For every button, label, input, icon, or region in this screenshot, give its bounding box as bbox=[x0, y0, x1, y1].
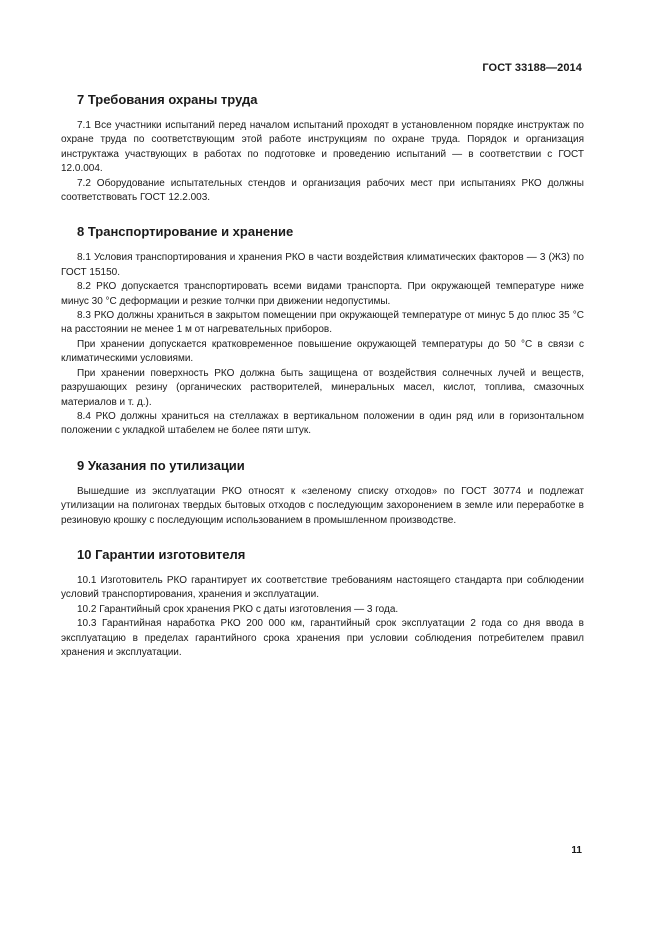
page-number: 11 bbox=[571, 845, 582, 856]
paragraph: Вышедшие из эксплуатации РКО относят к «зеленому списку отходов» по ГОСТ 30774 и подлежат утилизации на полигонах твердых бытовых отходов с последующим захоронением в земле или переработке в резиновую крошку с последующим использованием в промышленном производстве. bbox=[61, 485, 584, 526]
paragraph: 10.1 Изготовитель РКО гарантирует их соответствие требованиям настоящего стандарта при соблюдении условий транспортирования, хранения и эксплуатации. bbox=[61, 574, 584, 601]
paragraph: 8.3 РКО должны храниться в закрытом помещении при окружающей температуре от минус 5 до плюс 35 °С на расстоянии не менее 1 м от нагревательных приборов. bbox=[61, 310, 584, 336]
section-heading: 10 Гарантии изготовителя bbox=[77, 546, 246, 562]
paragraph: 7.1 Все участники испытаний перед началом испытаний проходят в установленном порядке инструктаж по охране труда по соответствующим этой работе инструкциям по охране труда. Порядок и организация инструктажа участвующих в работах по подготовке и проведению испытаний — в соответствии с ГОСТ 12.0.004. bbox=[61, 120, 584, 175]
document-body bbox=[61, 91, 584, 678]
document-id: ГОСТ 33188—2014 bbox=[482, 62, 582, 74]
paragraph: 10.2 Гарантийный срок хранения РКО с даты изготовления — 3 года. bbox=[77, 603, 399, 615]
section-10 bbox=[61, 546, 584, 660]
paragraph: 8.2 РКО допускается транспортировать всеми видами транспорта. При окружающей температуре ниже минус 30 °С деформации и резкие толчки при движении недопустимы. bbox=[61, 281, 584, 307]
section-heading: 9 Указания по утилизации bbox=[77, 457, 245, 473]
paragraph: 8.1 Условия транспортирования и хранения РКО в части воздействия климатических факторов — 3 (Ж3) по ГОСТ 15150. bbox=[61, 252, 584, 278]
paragraph: При хранении допускается кратковременное повышение окружающей температуры до 50 °С в связи с климатическими условиями. bbox=[61, 338, 584, 365]
paragraph: 7.2 Оборудование испытательных стендов и организация рабочих мест при испытаниях РКО должны соответствовать ГОСТ 12.2.003. bbox=[61, 177, 584, 204]
section-heading: 7 Требования охраны труда bbox=[77, 92, 258, 107]
section-8 bbox=[61, 223, 584, 438]
section-7 bbox=[61, 91, 584, 205]
paragraph: 8.4 РКО должны храниться на стеллажах в вертикальном положении в один ряд или в горизонтальном положении с укладкой штабелем не более пяти штук. bbox=[61, 410, 584, 437]
paragraph: 10.3 Гарантийная наработка РКО 200 000 км, гарантийный срок эксплуатации 2 года со дня ввода в эксплуатацию в пределах гарантийного срока хранения при условии соблюдения потребителем правил хранения и эксплуатации. bbox=[61, 618, 584, 658]
section-9 bbox=[61, 457, 584, 528]
section-heading: 8 Транспортирование и хранение bbox=[77, 224, 294, 240]
paragraph: При хранении поверхность РКО должна быть защищена от воздействия солнечных лучей и веществ, разрушающих резину (органических растворителей, минеральных масел, кислот, топлива, смазочных материалов и т. д.). bbox=[61, 367, 584, 408]
